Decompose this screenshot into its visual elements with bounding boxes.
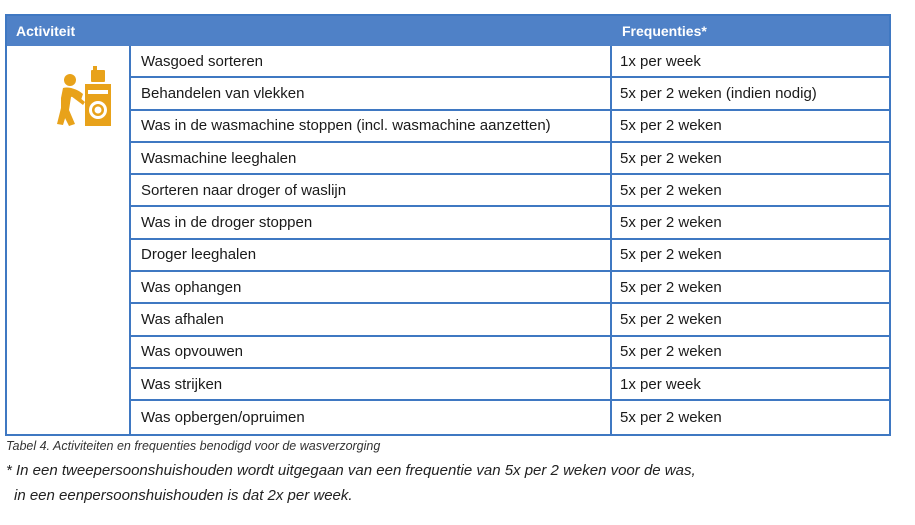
table-row <box>131 78 889 110</box>
table-row <box>131 240 889 272</box>
table-body <box>7 46 889 434</box>
activity-cell: Droger leeghalen <box>131 240 612 270</box>
table-row <box>131 143 889 175</box>
frequency-cell: 5x per 2 weken <box>620 343 722 361</box>
frequency-cell: 1x per week <box>620 375 701 393</box>
frequency-cell: 5x per 2 weken <box>620 311 722 329</box>
table-header <box>7 16 889 46</box>
frequency-cell: 5x per 2 weken <box>620 246 722 264</box>
laundry-person-icon <box>55 64 115 128</box>
icon-cell <box>7 46 131 434</box>
frequency-cell: 5x per 2 weken <box>620 214 722 232</box>
activity-cell: Was opvouwen <box>131 337 612 367</box>
table-row <box>131 304 889 336</box>
table-rows <box>131 46 889 434</box>
frequency-cell: 5x per 2 weken <box>620 278 722 296</box>
activity-cell: Was strijken <box>131 369 612 399</box>
activity-cell: Was afhalen <box>131 304 612 334</box>
table-row <box>131 46 889 78</box>
activity-cell: Was ophangen <box>131 272 612 302</box>
activity-cell: Sorteren naar droger of waslijn <box>131 175 612 205</box>
footnote-line-1: * In een tweepersoonshuishouden wordt uitgegaan van een frequentie van 5x per 2 weken voor de was, <box>6 462 696 479</box>
table-row <box>131 369 889 401</box>
activity-table <box>5 14 891 436</box>
table-row <box>131 175 889 207</box>
frequency-cell: 1x per week <box>620 52 701 70</box>
table-row <box>131 401 889 433</box>
table-row <box>131 111 889 143</box>
frequency-cell: 5x per 2 weken <box>620 117 722 135</box>
table-caption: Tabel 4. Activiteiten en frequenties benodigd voor de wasverzorging <box>6 439 381 453</box>
frequency-cell: 5x per 2 weken <box>620 149 722 167</box>
table-row <box>131 272 889 304</box>
frequency-cell: 5x per 2 weken (indien nodig) <box>620 84 817 102</box>
activity-cell: Wasgoed sorteren <box>131 46 612 76</box>
frequency-cell: 5x per 2 weken <box>620 181 722 199</box>
activity-cell: Was in de wasmachine stoppen (incl. wasmachine aanzetten) <box>131 111 612 141</box>
activity-cell: Was opbergen/opruimen <box>131 401 612 433</box>
frequency-cell: 5x per 2 weken <box>620 408 722 426</box>
footnote-line-2: in een eenpersoonshuishouden is dat 2x per week. <box>14 487 353 504</box>
header-activity: Activiteit <box>16 23 76 39</box>
activity-cell: Was in de droger stoppen <box>131 207 612 237</box>
activity-cell: Wasmachine leeghalen <box>131 143 612 173</box>
table-row <box>131 207 889 239</box>
header-frequency: Frequenties* <box>622 23 707 39</box>
activity-cell: Behandelen van vlekken <box>131 78 612 108</box>
table-row <box>131 337 889 369</box>
